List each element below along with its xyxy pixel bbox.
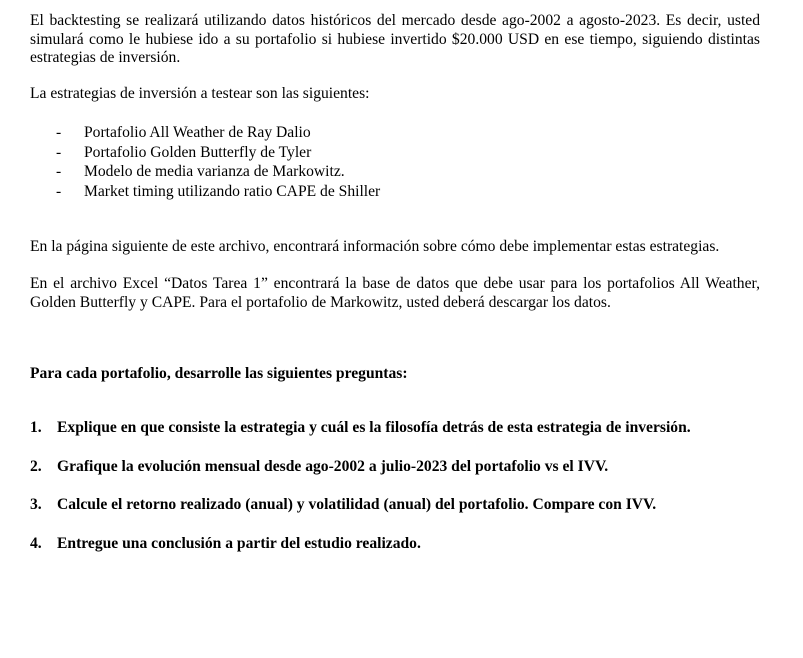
question-text: Grafique la evolución mensual desde ago-2002 a julio-2023 del portafolio vs el IVV. (57, 457, 609, 475)
question-number: 4. (30, 534, 42, 552)
question-item (30, 495, 760, 514)
intro-paragraph: El backtesting se realizará utilizando datos históricos del mercado desde ago-2002 a agosto-2023. Es decir, usted simulará como le hubiese ido a su portafolio si hubiese invertido $20.000 USD en ese tiempo, siguiendo distintas estrategias de inversión. (30, 12, 760, 67)
bullet-dash: - (56, 124, 62, 142)
data-source-note: En el archivo Excel “Datos Tarea 1” encontrará la base de datos que debe usar para los portafolios All Weather, Golden Butterfly y CAPE. Para el portafolio de Markowitz, usted deberá descargar los datos. (30, 274, 760, 311)
question-number: 1. (30, 419, 42, 437)
question-item (30, 457, 760, 476)
questions-heading: Para cada portafolio, desarrolle las siguientes preguntas: (30, 365, 408, 383)
bullet-dash: - (56, 143, 62, 161)
strategy-label: Portafolio Golden Butterfly de Tyler (84, 143, 312, 161)
question-item (30, 534, 760, 553)
question-list (30, 418, 760, 553)
question-text: Explique en que consiste la estrategia y cuál es la filosofía detrás de esta estrategia de inversión. (57, 419, 691, 437)
document-page (30, 12, 760, 572)
implementation-note: En la página siguiente de este archivo, encontrará información sobre cómo debe implementar estas estrategias. (30, 238, 720, 256)
list-item (30, 123, 760, 143)
bullet-dash: - (56, 163, 62, 181)
question-number: 3. (30, 496, 42, 514)
strategy-list (30, 123, 760, 201)
strategy-label: Market timing utilizando ratio CAPE de Shiller (84, 182, 381, 200)
question-item (30, 418, 760, 437)
bullet-dash: - (56, 182, 62, 200)
strategies-intro: La estrategias de inversión a testear son las siguientes: (30, 84, 370, 102)
list-item (30, 143, 760, 163)
list-item (30, 182, 760, 202)
question-number: 2. (30, 457, 42, 475)
strategy-label: Modelo de media varianza de Markowitz. (84, 163, 345, 181)
question-text: Entregue una conclusión a partir del estudio realizado. (57, 534, 421, 552)
list-item (30, 162, 760, 182)
strategy-label: Portafolio All Weather de Ray Dalio (84, 124, 311, 142)
question-text: Calcule el retorno realizado (anual) y volatilidad (anual) del portafolio. Compare con IVV. (57, 496, 657, 514)
